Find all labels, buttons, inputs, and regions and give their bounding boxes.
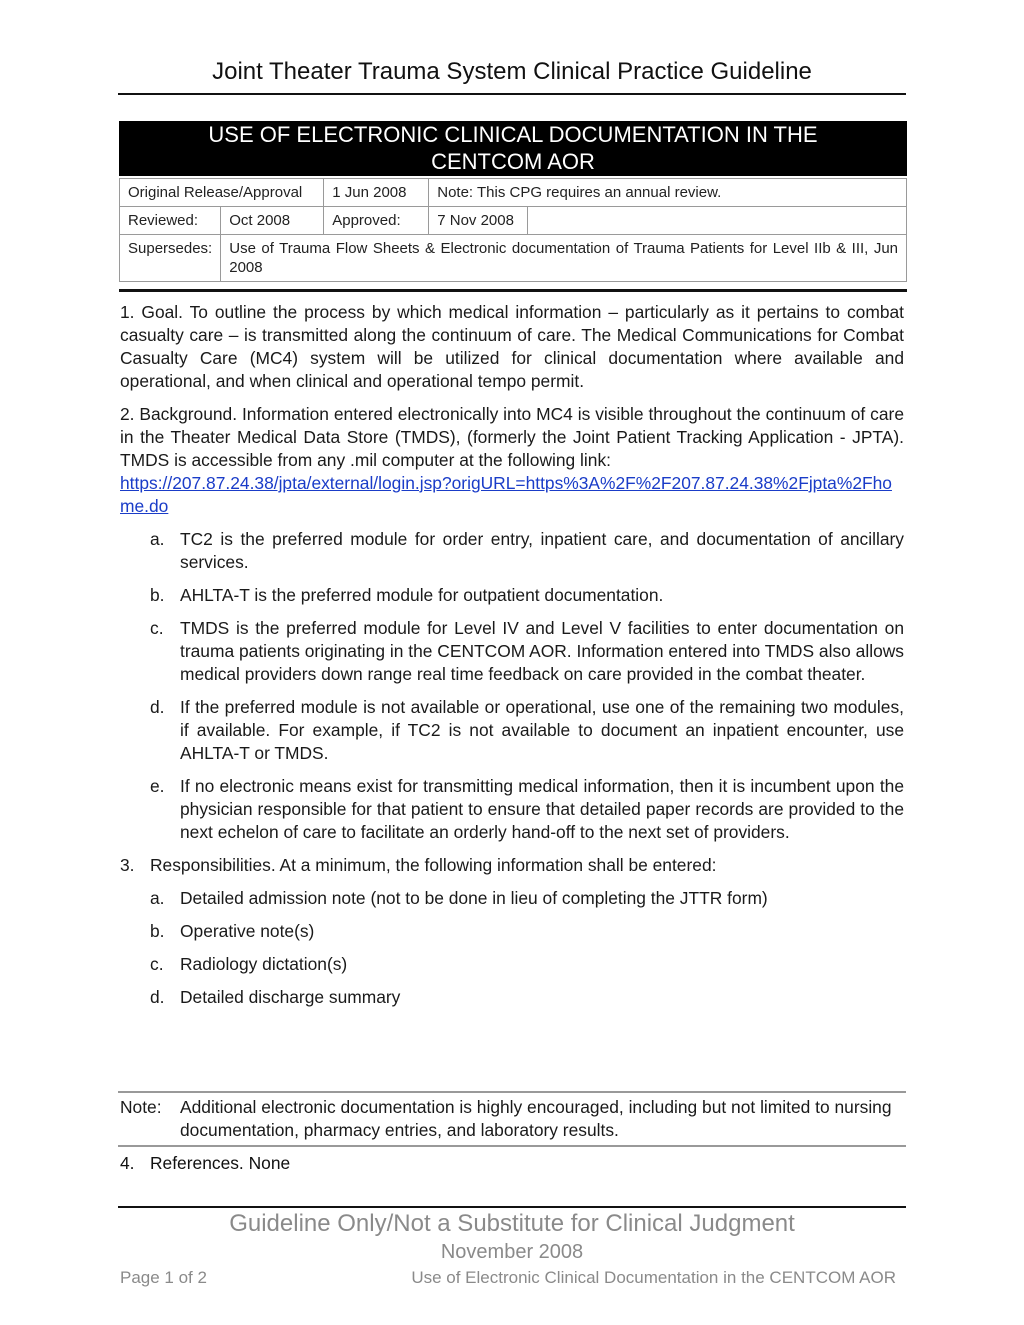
list-item-text: Detailed discharge summary [180,987,401,1007]
list-item-text: If no electronic means exist for transmitting medical information, then it is incumbent upon the physician responsible for that patient to ensure that detailed paper records are provided to the next echelon of care to facilitate an orderly hand-off to the next set of providers. [180,776,904,842]
list-item-text: If the preferred module is not available or operational, use one of the remaining two modules, if available. For example, if TC2 is not available to document an inpatient encounter, use AHLTA-T or TMDS. [180,697,904,763]
list-item-text: TMDS is the preferred module for Level IV and Level V facilities to enter documentation on trauma patients originating in the CENTCOM AOR. Information entered into TMDS also allows medical providers down range real time feedback on care provided in the combat theater. [180,618,904,684]
list-item-label: d. [150,987,165,1007]
references-section [120,1152,290,1175]
tmds-login-link[interactable]: https://207.87.24.38/jpta/external/login.jsp?origURL=https%3A%2F%2F207.87.24.38%2Fjpta%2Fhome.do [120,473,892,516]
list-item [120,696,904,765]
title-banner [119,121,907,176]
list-item [120,986,904,1009]
table-row [120,235,907,282]
list-item-label: b. [150,585,165,605]
references-text: References. None [150,1153,291,1173]
section-number: 4. [120,1153,135,1173]
footer-divider [118,1206,906,1208]
footer-disclaimer: Guideline Only/Not a Substitute for Clinical Judgment [229,1210,795,1237]
list-item-label: b. [150,921,165,941]
list-item-text: Operative note(s) [180,921,315,941]
list-item-text: AHLTA-T is the preferred module for outpatient documentation. [180,585,664,605]
banner-title-line-1: USE OF ELECTRONIC CLINICAL DOCUMENTATION IN THE [208,122,818,147]
list-item [120,617,904,686]
responsibilities-heading [120,854,904,877]
approved-label: Approved: [324,207,429,235]
table-bottom-rule [119,289,907,292]
table-row [120,179,907,207]
annual-review-note: Note: This CPG requires an annual review. [429,179,907,207]
section-number: 3. [120,855,135,875]
supersedes-label: Supersedes: [120,235,221,282]
list-item [120,920,904,943]
table-row [120,207,907,235]
list-item-label: a. [150,888,165,908]
list-item-text: Radiology dictation(s) [180,954,348,974]
list-item-label: c. [150,618,164,638]
note-text: Additional electronic documentation is highly encouraged, including but not limited to nursing documentation, pharmacy entries, and laboratory results. [180,1097,892,1140]
list-item [120,584,904,607]
approved-value: 7 Nov 2008 [429,207,528,235]
original-release-value: 1 Jun 2008 [324,179,429,207]
list-item [120,528,904,574]
list-item-label: a. [150,529,165,549]
list-item [120,887,904,910]
page-header-title: Joint Theater Trauma System Clinical Practice Guideline [212,58,812,85]
banner-title-line-2: CENTCOM AOR [431,149,595,174]
header-divider [118,93,906,95]
document-body [120,301,904,1019]
reviewed-value: Oct 2008 [221,207,324,235]
note-label: Note: [120,1097,162,1117]
page-number: Page 1 of 2 [120,1268,207,1287]
responsibilities-text: Responsibilities. At a minimum, the following information shall be entered: [150,855,717,875]
list-item-text: TC2 is the preferred module for order entry, inpatient care, and documentation of ancillary services. [180,529,904,572]
background-paragraph: 2. Background. Information entered electronically into MC4 is visible throughout the continuum of care in the Theater Medical Data Store (TMDS), (formerly the Joint Patient Tracking Application - JPTA). TMDS is accessible from any .mil computer at the following link: [120,404,904,470]
list-item-label: d. [150,697,165,717]
list-item-label: e. [150,776,165,796]
empty-cell [528,207,907,235]
footer-document-title: Use of Electronic Clinical Documentation in the CENTCOM AOR [411,1268,896,1287]
note-box [118,1091,906,1147]
list-item [120,775,904,844]
footer-date: November 2008 [440,1241,584,1263]
original-release-label: Original Release/Approval [120,179,324,207]
list-item-label: c. [150,954,164,974]
supersedes-value: Use of Trauma Flow Sheets & Electronic documentation of Trauma Patients for Level IIb & III, Jun 2008 [221,235,907,282]
goal-paragraph: 1. Goal. To outline the process by which medical information – particularly as it pertains to combat casualty care – is transmitted along the continuum of care. The Medical Communications for Combat Casualty Care (MC4) system will be utilized for clinical documentation where available and operational, and when clinical and operational tempo permit. [120,302,904,391]
reviewed-label: Reviewed: [120,207,221,235]
list-item-text: Detailed admission note (not to be done in lieu of completing the JTTR form) [180,888,768,908]
list-item [120,953,904,976]
release-info-table [119,178,907,282]
